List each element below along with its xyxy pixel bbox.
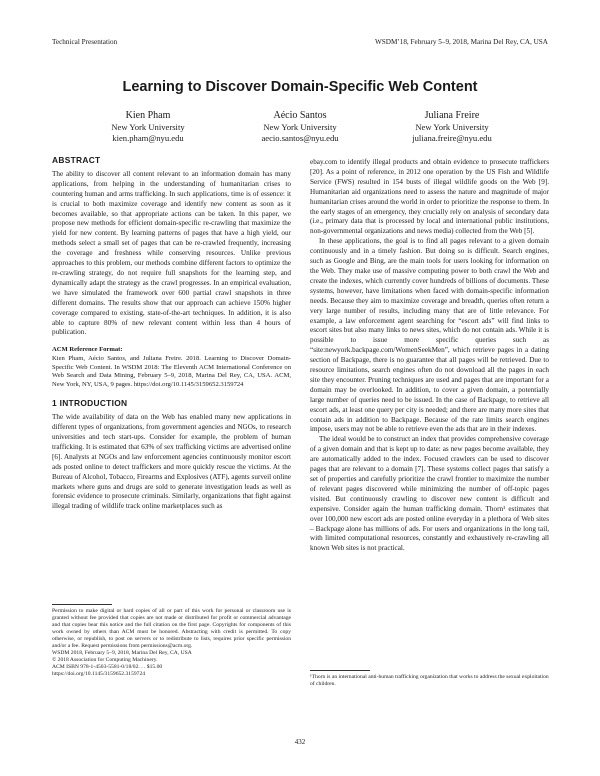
introduction-heading: 1 INTRODUCTION bbox=[52, 398, 128, 409]
footnote-rule bbox=[310, 670, 370, 671]
author-affiliation: New York University bbox=[111, 121, 185, 132]
doi-line: https://doi.org/10.1145/3159652.3159724 bbox=[52, 671, 146, 677]
author-affiliation: New York University bbox=[263, 121, 337, 132]
page-number: 432 bbox=[294, 738, 306, 746]
author-name: Juliana Freire bbox=[424, 110, 480, 121]
author-name: Kien Pham bbox=[125, 110, 171, 121]
introduction-text: The wide availability of data on the Web has enabled many new applications in different types of organizations, from government agencies and NGOs, to research universities and tech start-ups. Consider for example, the problem of human trafficking. It is estimated that 63% of sex trafficking victims are advertised online [6]. Analysts at NGOs and law enforcement agencies continuously monitor escort ads posted online to detect traffickers and more quickly rescue the victims. At the Bureau of Alcohol, Tobacco, Firearms and Explosives (ATF), agents surveil online markets where guns and drugs are sold to generate investigation leads as well as forensic evidence to prosecute criminals. Similarly, organizations that fight against illegal trading of wildlife track online marketplaces such as bbox=[52, 413, 291, 511]
permission-text: Permission to make digital or hard copies of all or part of this work for personal or classroom use is granted without fee provided that copies are not made or distributed for profit or commercial advantage and that copies bear this notice and the full citation on the first page. Copyrights for components of this work owned by others than ACM must be honored. Abstracting with credit is permitted. To copy otherwise, or republish, to post on servers or to redistribute to lists, requires prior specific permission and/or a fee. Request permissions from permissions@acm.org. bbox=[52, 608, 291, 649]
permission-block bbox=[52, 608, 291, 678]
author-email: aecio.santos@nyu.edu bbox=[261, 133, 339, 143]
body-paragraph: In these applications, the goal is to find all pages relevant to a given domain continuously and in a timely fashion. But doing so is difficult. Search engines, such as Google and Bing, are the main tools for users looking for information on the Web. They make use of massive computing power to both crawl the Web and create the indexes, which currently cover hundreds of billions of documents. These systems, however, have limitations when faced with domain-specific information needs. Because they aim to maximize coverage and breadth, queries often return a very large number of results, including many that are of little relevance. For example, a law enforcement agent searching for “escort ads” will find links to escort sites but also many links to news sites, which do not contain ads. While it is possible to issue more specific queries such as “site:newyork.backpage.com/WomenSeekMen”, which retrieve pages in a dating section of Backpage, there is no guarantee that all pages will be retrieved. Due to resource limitations, search engines often do not download all the pages in each site they encounter. Pruning techniques are used and pages that are important for a domain may be overlooked. In addition, to cover a given domain, a potentially large number of queries need to be issued. In the case of Backpage, to retrieve all escort ads, at least one query per city is needed; and there are many more sites that contain ads in addition to Backpage. Because of the rate limits search engines impose, users may not be able to retrieve even the ads that are in their indexes. bbox=[310, 237, 549, 434]
acm-reference-heading: ACM Reference Format: bbox=[52, 346, 123, 354]
footnote: ¹Thorn is an international anti-human trafficking organization that works to address the sexual exploitation of children. bbox=[310, 674, 549, 687]
author-name: Aécio Santos bbox=[273, 110, 327, 121]
conference-line: WSDM 2018, February 5–9, 2018, Marina Del Rey, CA, USA bbox=[52, 650, 192, 656]
isbn-line: ACM ISBN 978-1-4503-5581-0/18/02. . . $15.00 bbox=[52, 664, 163, 670]
body-paragraph: ebay.com to identify illegal products and obtain evidence to prosecute traffickers [20]. As a point of reference, in 2012 one operation by the US Fish and Wildlife Service (FWS) resulted in 154 busts of illegal wildlife goods on the Web [9]. Humanitarian aid organizations need to assess the nature and magnitude of major humanitarian crises around the world in order to prioritize the response to them. In the early stages of an emergency, they crucially rely on analysis of secondary data (i.e., primary data that is processed by local and international public institutions, non-governmental organizations and news media) collected from the Web [5]. bbox=[310, 158, 549, 236]
abstract-heading: ABSTRACT bbox=[52, 155, 101, 165]
acm-reference-text: Kien Pham, Aécio Santos, and Juliana Freire. 2018. Learning to Discover Domain-Specific Web Content. In WSDM 2018: The Eleventh ACM International Conference on Web Search and Data Mining, February 5–9, 2018, Marina Del Rey, CA, USA. ACM, New York, NY, USA, 9 pages. https://doi.org/10.1145/3159652.3159724 bbox=[52, 354, 291, 388]
author-email: juliana.freire@nyu.edu bbox=[412, 133, 492, 143]
permission-rule bbox=[52, 604, 112, 605]
right-column bbox=[310, 158, 549, 554]
left-column bbox=[52, 156, 291, 512]
body-paragraph: The ideal would be to construct an index that provides comprehensive coverage of a given domain and that is kept up to date: as new pages become available, they are automatically added to the index. Focused crawlers can be used to discover pages that are relevant to a domain [7]. These systems collect pages that satisfy a set of properties and carefully prioritize the crawl frontier to maximize the number of relevant pages discovered while minimizing the number of off-topic pages visited. But continuously crawling to discover new content is difficult and expensive. Consider again the human trafficking domain. Thorn¹ estimates that over 100,000 new escort ads are posted online everyday in a plethora of Web sites – Backpage alone has millions of ads. For users and organizations in the long tail, with limited computational resources, constantly and exhaustively re-crawling all known Web sites is not practical. bbox=[310, 435, 549, 553]
running-header-right: WSDM’18, February 5–9, 2018, Marina Del Rey, CA, USA bbox=[374, 38, 548, 46]
paper-title: Learning to Discover Domain-Specific Web Content bbox=[122, 79, 478, 95]
copyright-line: © 2018 Association for Computing Machinery. bbox=[52, 657, 158, 663]
abstract-text: The ability to discover all content relevant to an information domain has many applications, from helping in the understanding of humanitarian crises to countering human and arms trafficking. In such applications, time is of essence: it is crucial to both maximize coverage and identify new content as soon as it becomes available, so that appropriate actions can be taken. In this paper, we propose new methods for efficient domain-specific re-crawling that maximize the yield for new content. By learning patterns of pages that have a high yield, our methods select a small set of pages that can be re-crawled frequently, increasing the coverage and freshness while conserving resources. Unlike previous approaches to this problem, our methods combine different factors to optimize the re-crawling strategy, do not require full snapshots for the learning step, and dynamically adapt the strategy as the crawl progresses. In an empirical evaluation, we have simulated the framework over 600 partial crawl snapshots in three different domains. The results show that our approach can achieve 150% higher coverage compared to existing, state-of-the-art techniques. In addition, it is also able to capture 80% of new relevant content within less than 4 hours of publication. bbox=[52, 169, 291, 337]
author-email: kien.pham@nyu.edu bbox=[112, 133, 184, 143]
running-header-left: Technical Presentation bbox=[52, 38, 118, 46]
author-affiliation: New York University bbox=[415, 121, 489, 132]
author-block bbox=[362, 110, 542, 145]
